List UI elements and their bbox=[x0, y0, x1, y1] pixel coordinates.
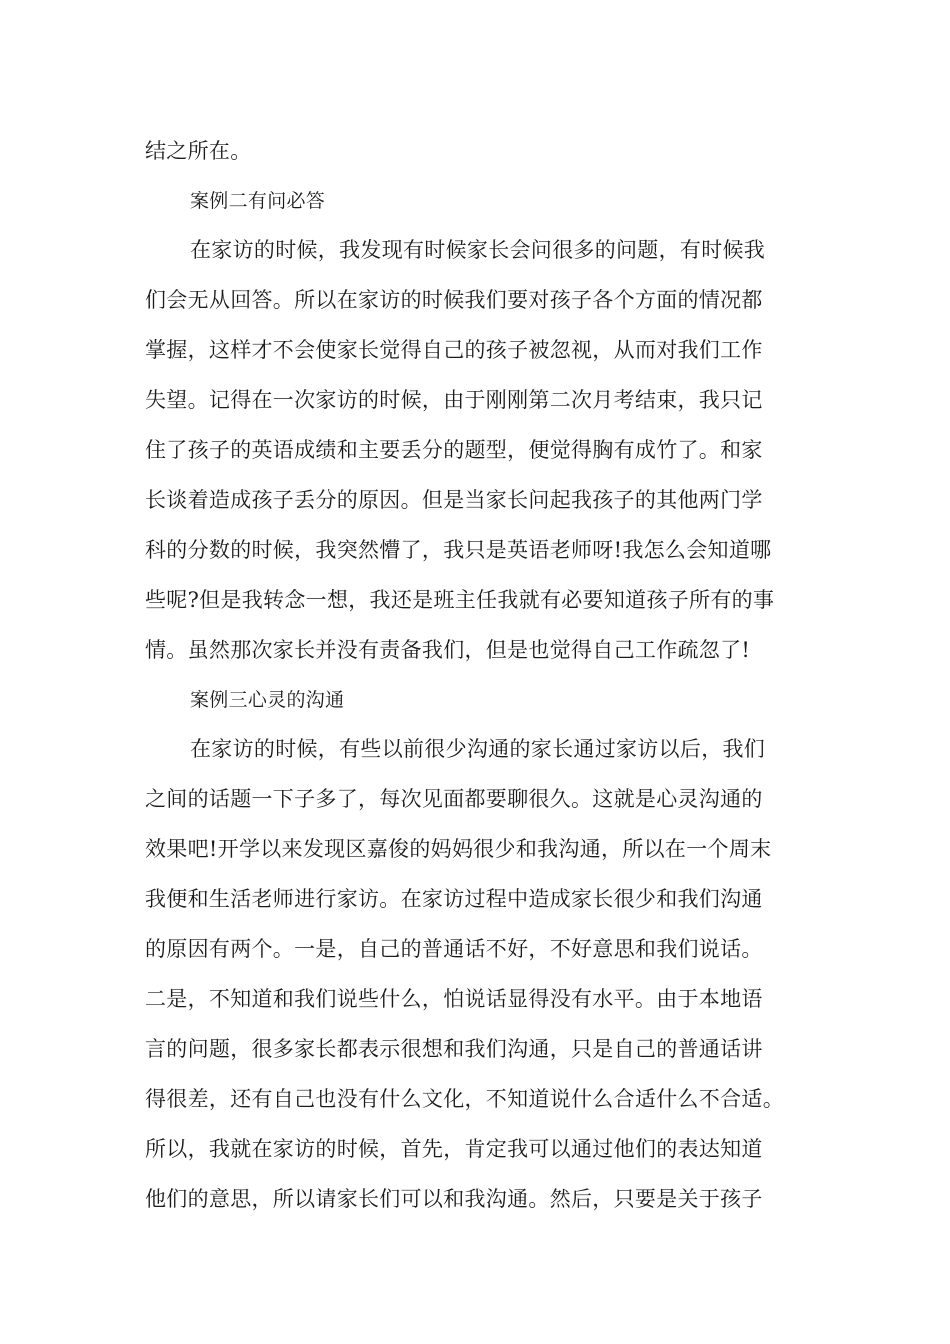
text-line: 他们的意思，所以请家长们可以和我沟通。然后，只要是关于孩子 bbox=[145, 1187, 763, 1211]
text-line: 我便和生活老师进行家访。在家访过程中造成家长很少和我们沟通 bbox=[145, 887, 763, 911]
text-line: 效果吧!开学以来发现区嘉俊的妈妈很少和我沟通，所以在一个周末 bbox=[145, 837, 772, 861]
text-line: 二是，不知道和我们说些什么，怕说话显得没有水平。由于本地语 bbox=[145, 987, 763, 1011]
text-line: 之间的话题一下子多了，每次见面都要聊很久。这就是心灵沟通的 bbox=[145, 787, 763, 811]
text-line: 住了孩子的英语成绩和主要丢分的题型，便觉得胸有成竹了。和家 bbox=[145, 438, 763, 462]
text-line: 失望。记得在一次家访的时候，由于刚刚第二次月考结束，我只记 bbox=[145, 388, 763, 412]
text-line: 些呢?但是我转念一想，我还是班主任我就有必要知道孩子所有的事 bbox=[145, 588, 775, 612]
text-line: 言的问题，很多家长都表示很想和我们沟通，只是自己的普通话讲 bbox=[145, 1037, 763, 1061]
text-line: 们会无从回答。所以在家访的时候我们要对孩子各个方面的情况都 bbox=[145, 288, 763, 312]
text-line: 结之所在。 bbox=[145, 139, 252, 163]
text-line: 长谈着造成孩子丢分的原因。但是当家长问起我孩子的其他两门学 bbox=[145, 488, 763, 512]
text-line: 得很差，还有自己也没有什么文化，不知道说什么合适什么不合适。 bbox=[145, 1087, 784, 1111]
text-line: 所以，我就在家访的时候，首先，肯定我可以通过他们的表达知道 bbox=[145, 1137, 763, 1161]
case-heading: 案例三心灵的沟通 bbox=[190, 689, 345, 711]
text-line: 科的分数的时候，我突然懵了，我只是英语老师呀!我怎么会知道哪 bbox=[145, 538, 772, 562]
text-line: 情。虽然那次家长并没有责备我们，但是也觉得自己工作疏忽了! bbox=[145, 638, 751, 662]
text-line: 在家访的时候，有些以前很少沟通的家长通过家访以后，我们 bbox=[190, 737, 766, 761]
case-heading: 案例二有问必答 bbox=[190, 190, 326, 212]
text-line: 的原因有两个。一是，自己的普通话不好，不好意思和我们说话。 bbox=[145, 937, 763, 961]
text-line: 掌握，这样才不会使家长觉得自己的孩子被忽视，从而对我们工作 bbox=[145, 338, 763, 362]
text-line: 在家访的时候，我发现有时候家长会问很多的问题，有时候我 bbox=[190, 238, 766, 262]
